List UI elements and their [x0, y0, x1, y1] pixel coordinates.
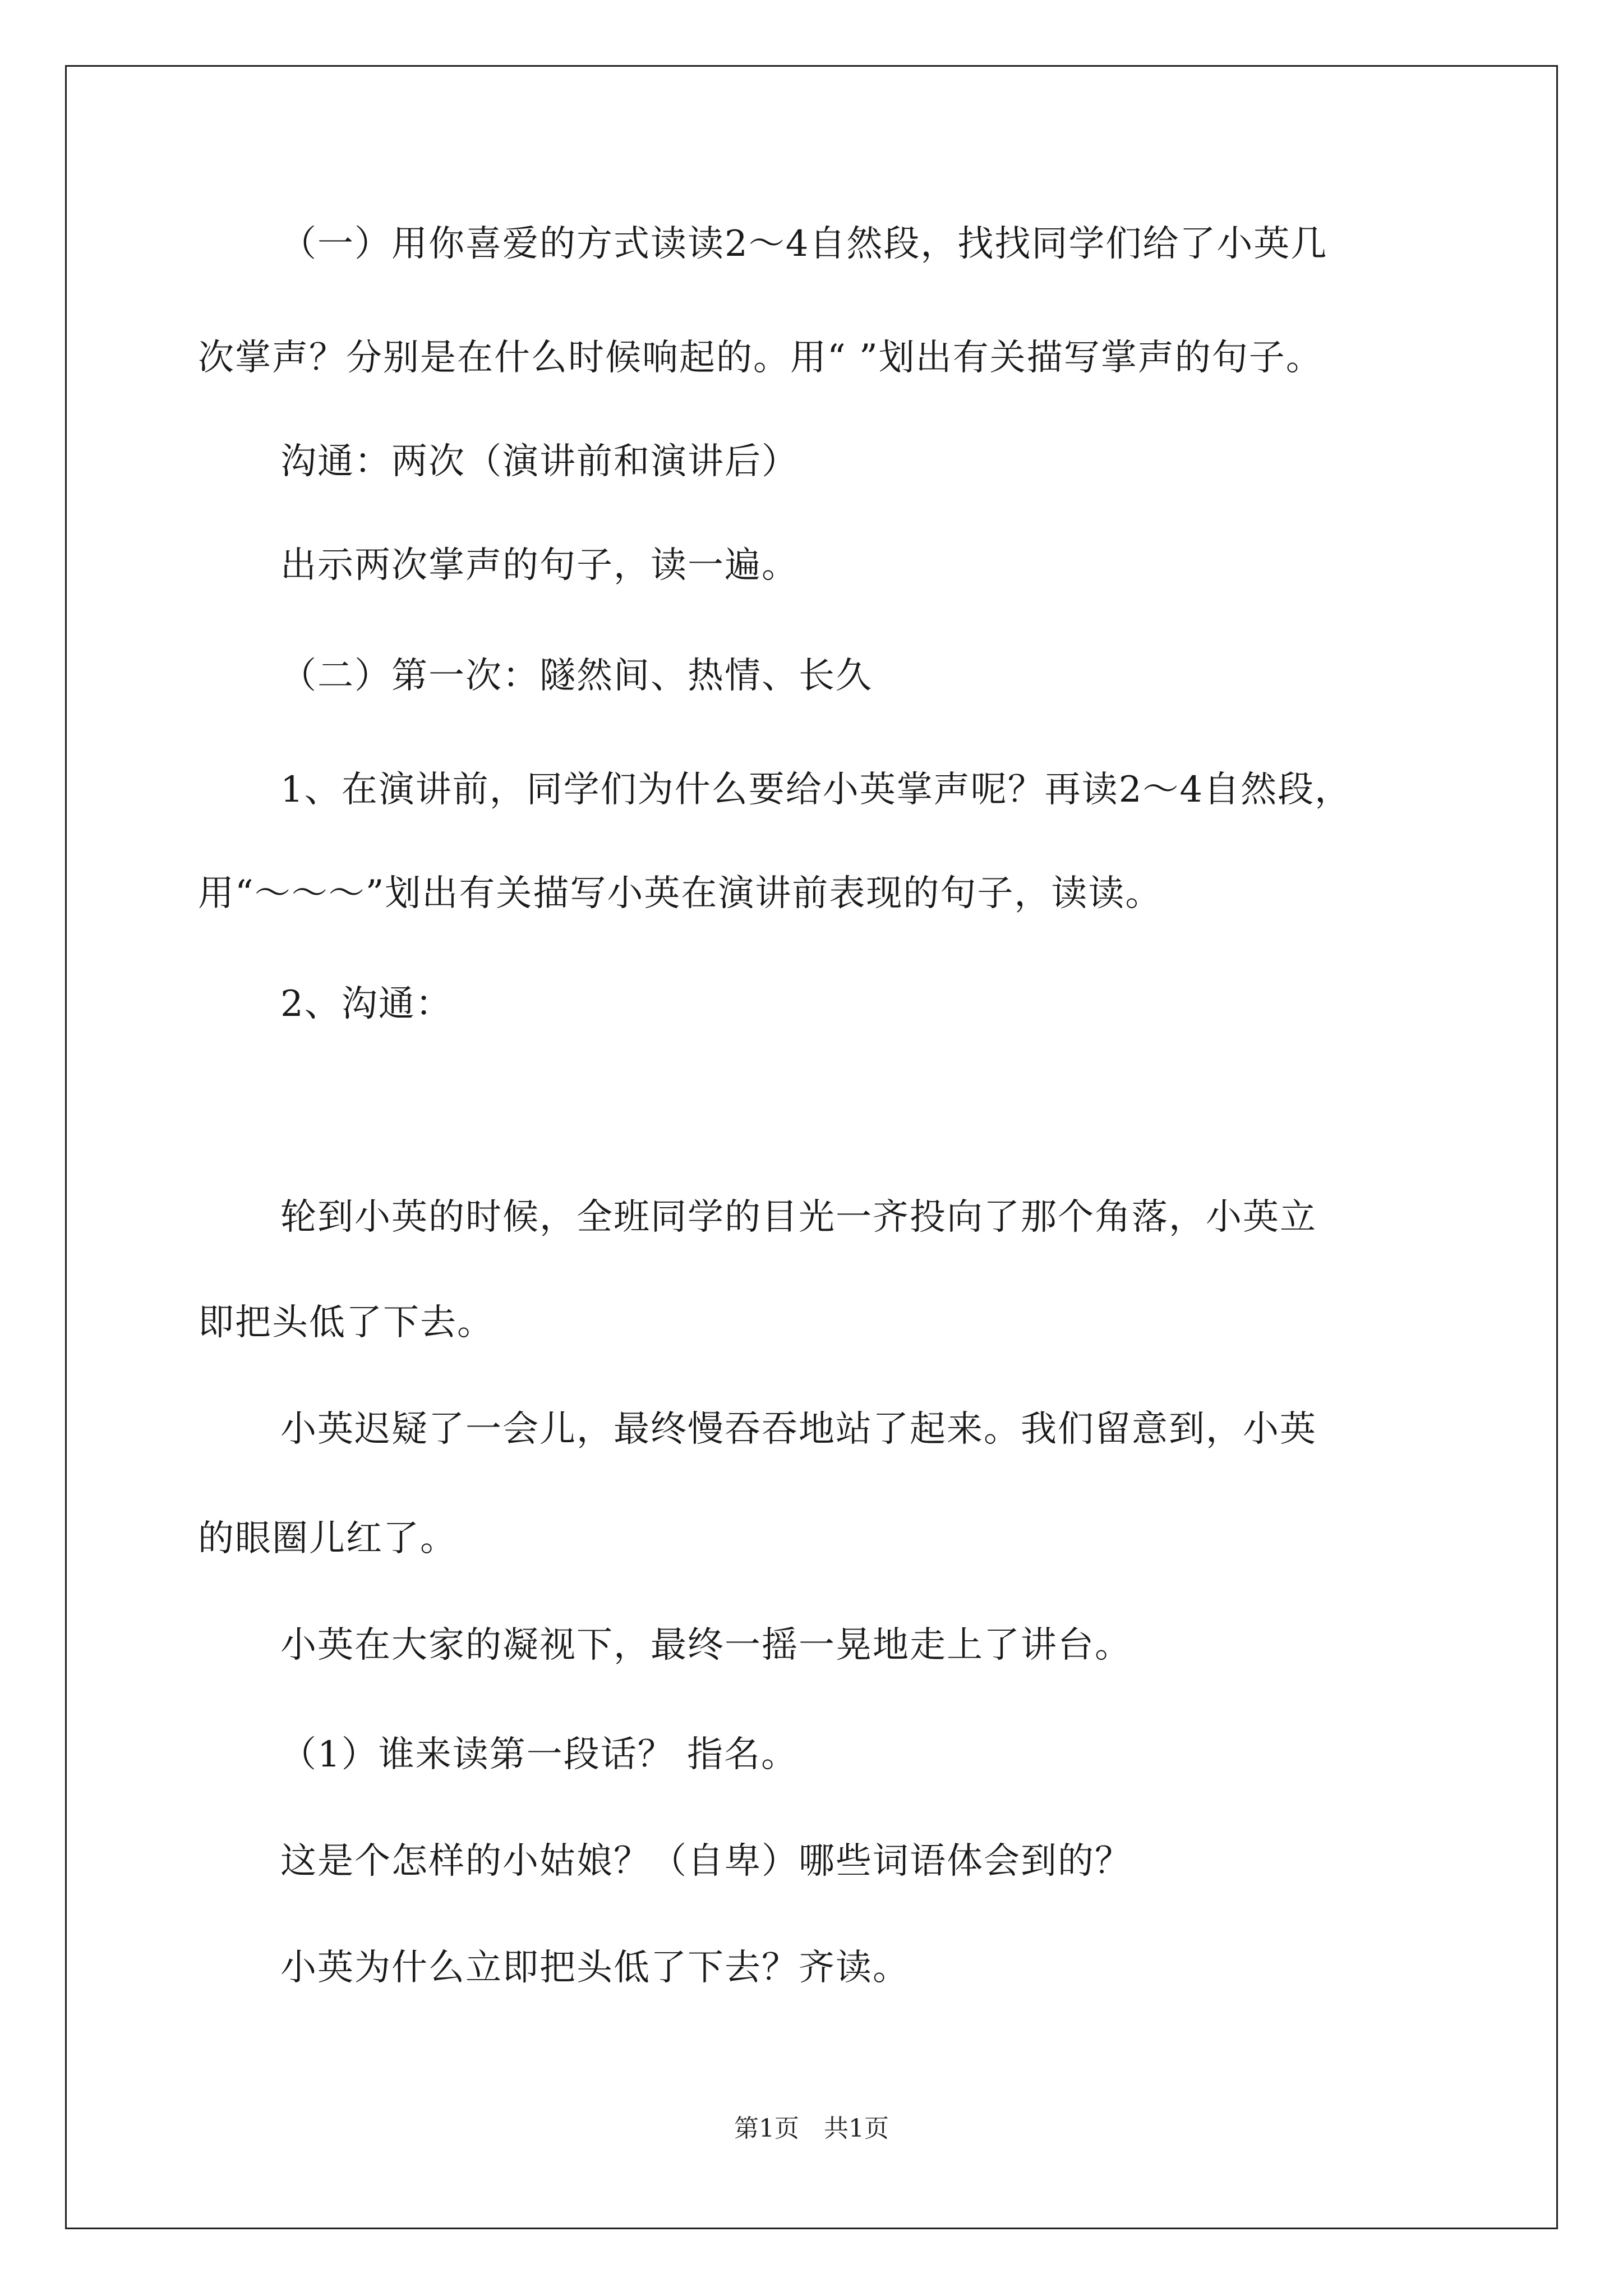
paragraph-line: 1、在演讲前，同学们为什么要给小英掌声呢？再读2～4自然段， [280, 769, 1352, 811]
page-border [65, 65, 1558, 2229]
paragraph-line: 沟通：两次（演讲前和演讲后） [280, 441, 799, 482]
paragraph-line: 小英为什么立即把头低了下去？齐读。 [280, 1947, 910, 1989]
paragraph-line: 小英在大家的凝视下，最终一摇一晃地走上了讲台。 [280, 1625, 1132, 1666]
paragraph-line: 轮到小英的时候，全班同学的目光一齐投向了那个角落，小英立 [280, 1197, 1317, 1238]
paragraph-line: 的眼圈儿红了。 [198, 1518, 457, 1559]
paragraph-line: 即把头低了下去。 [198, 1302, 494, 1343]
paragraph-line: 2、沟通： [280, 983, 453, 1025]
paragraph-line: 次掌声？分别是在什么时候响起的。用“ ”划出有关描写掌声的句子。 [198, 337, 1323, 379]
paragraph-line: 出示两次掌声的句子，读一遍。 [280, 545, 799, 586]
paragraph-line: （1）谁来读第一段话？ 指名。 [280, 1734, 799, 1775]
paragraph-line: （二）第一次：隧然间、热情、长久 [280, 655, 873, 697]
paragraph-line: 用“～～～”划出有关描写小英在演讲前表现的句子，读读。 [198, 873, 1163, 914]
page-footer: 第1页 共1页 [734, 2114, 889, 2143]
paragraph-line: 小英迟疑了一会儿，最终慢吞吞地站了起来。我们留意到，小英 [280, 1409, 1317, 1450]
paragraph-line: 这是个怎样的小姑娘？（自卑）哪些词语体会到的？ [280, 1841, 1132, 1882]
paragraph-line: （一）用你喜爱的方式读读2～4自然段，找找同学们给了小英几 [280, 223, 1328, 265]
